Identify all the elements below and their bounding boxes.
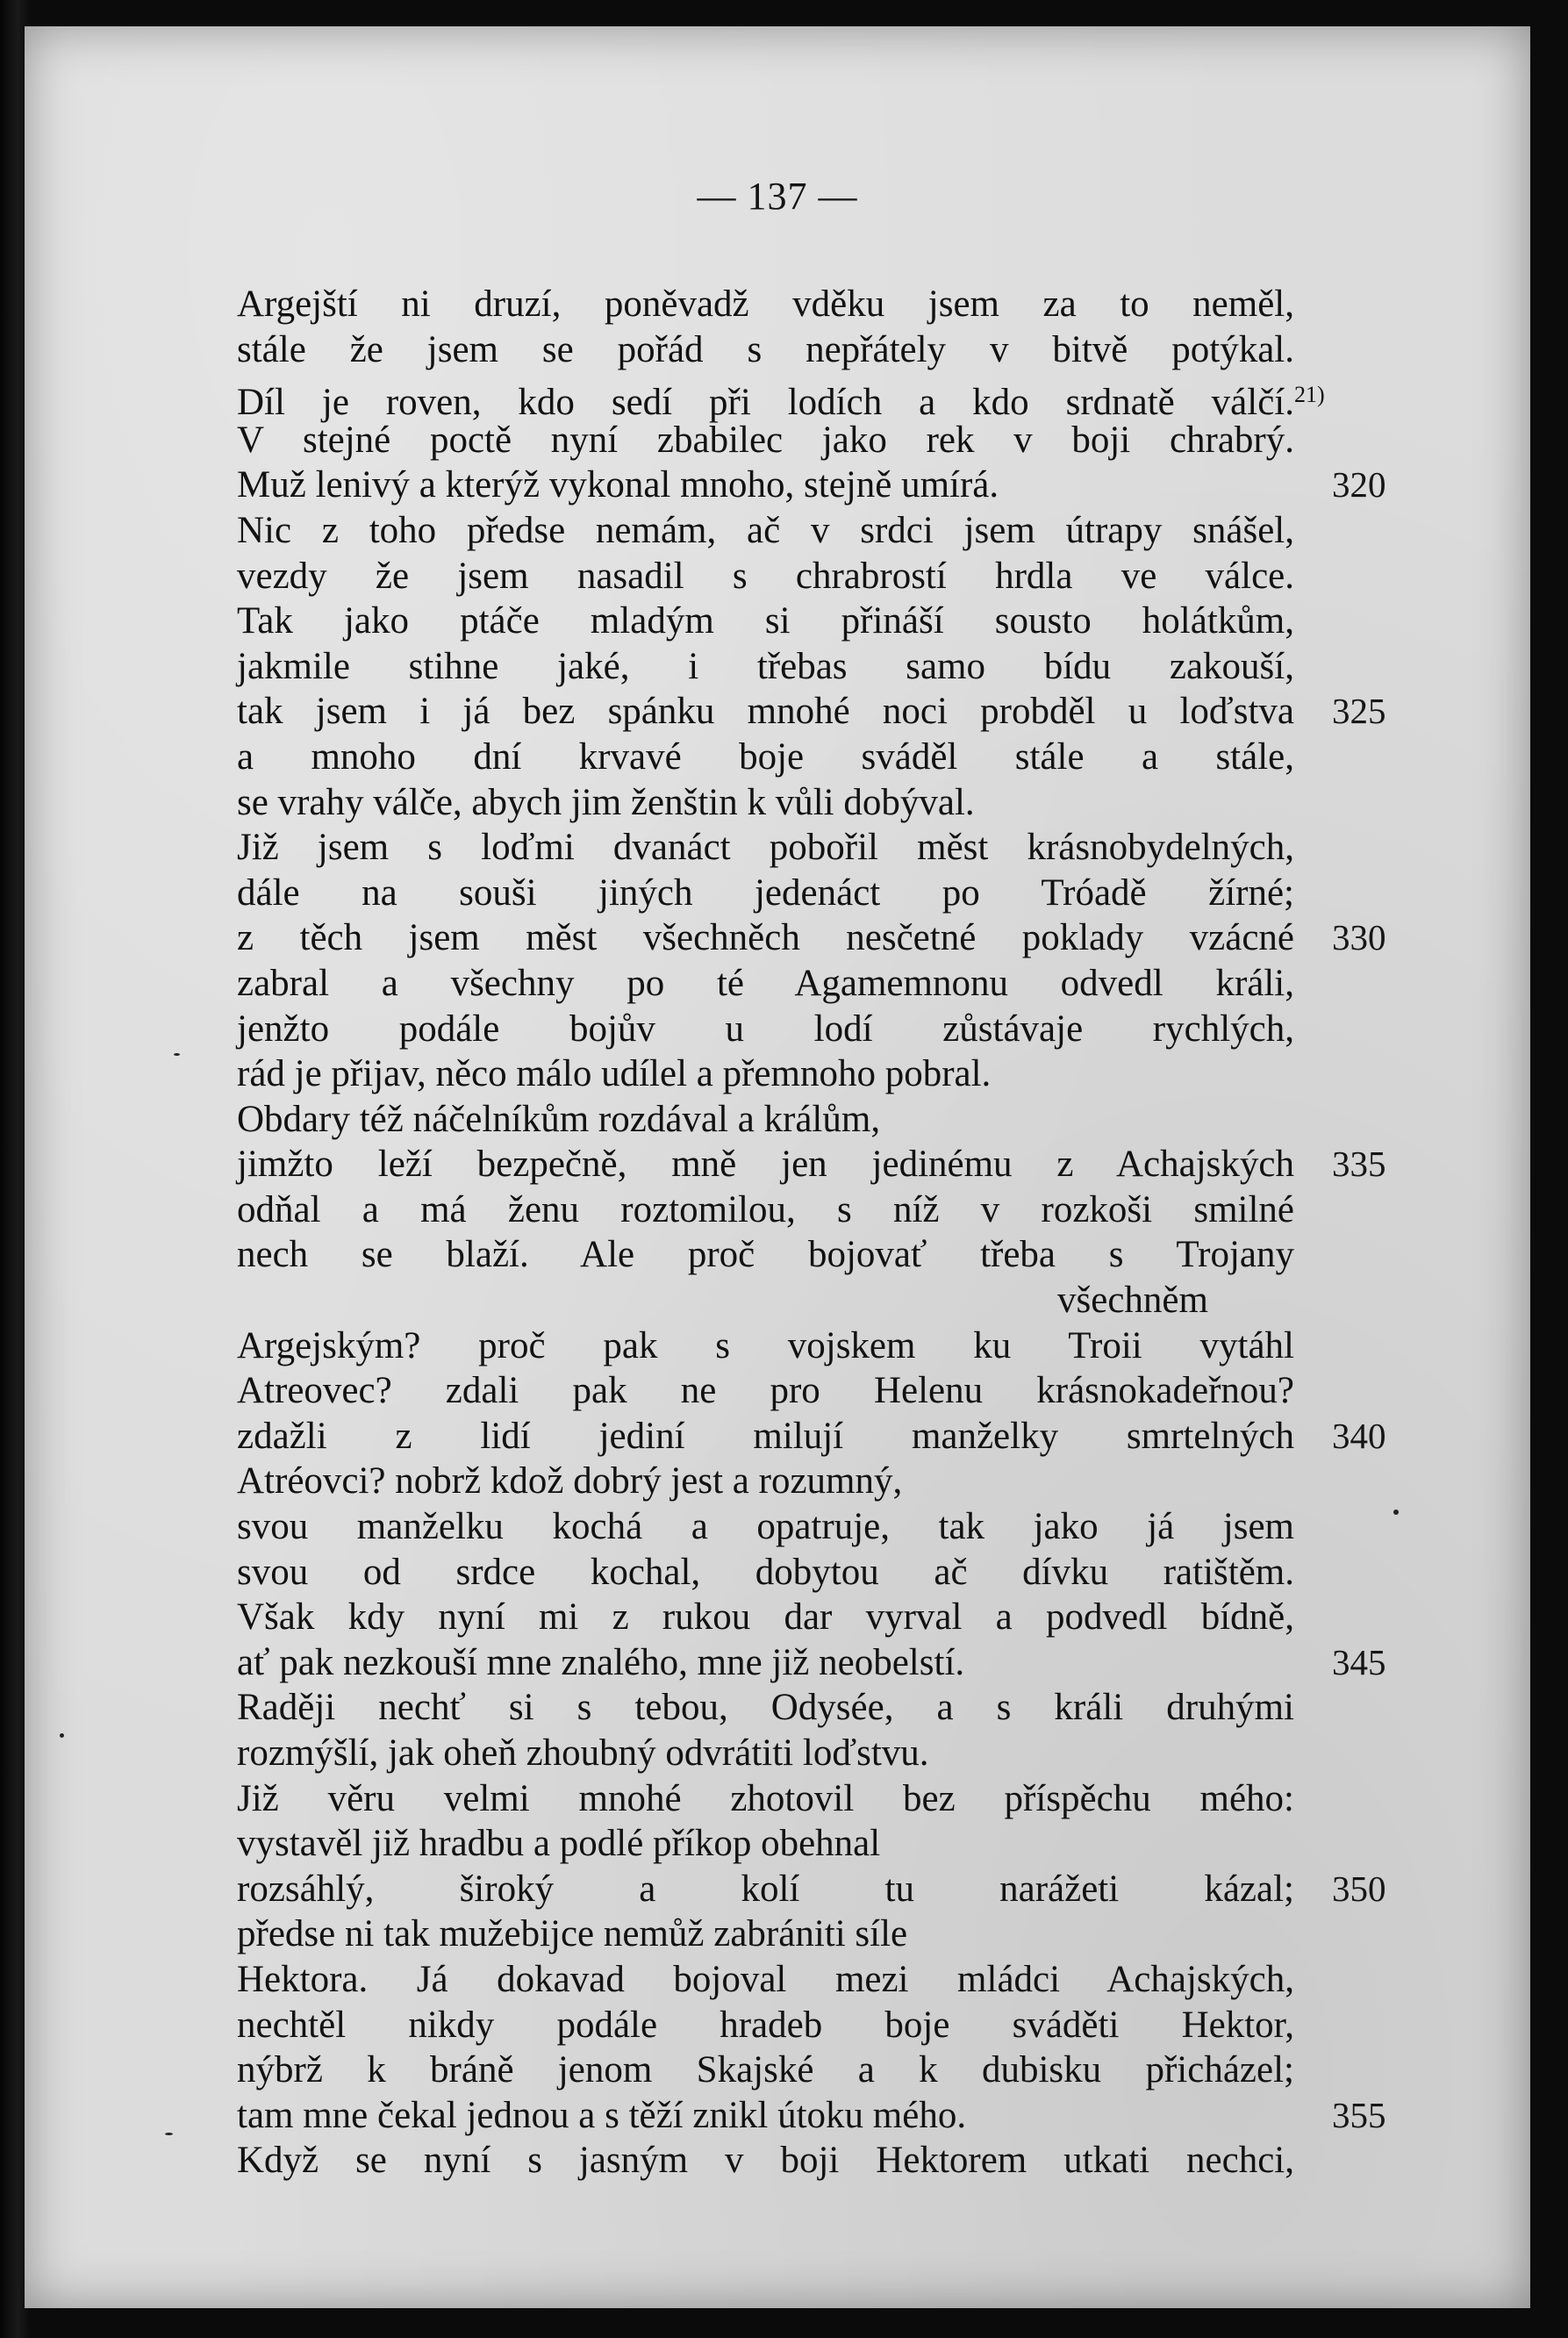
verse-line — [237, 961, 1413, 1007]
verse-line — [237, 1957, 1413, 2003]
verse-line — [237, 1368, 1413, 1414]
verse-line-text: se vrahy válče, abych jim ženštin k vůli dobýval. — [237, 781, 975, 823]
verse-text-block — [237, 282, 1413, 2184]
verse-line — [237, 463, 1413, 508]
verse-line-text: Argejským? proč pak s vojskem ku Troii vytáhl — [237, 1324, 1294, 1366]
verse-line — [237, 1504, 1413, 1550]
footnote-marker: 21) — [1294, 382, 1325, 408]
verse-line-text: ať pak nezkouší mne znalého, mne již neobelstí. — [237, 1641, 965, 1683]
verse-line-text: jakmile stihne jaké, i třebas samo bídu zakouší, — [237, 645, 1294, 687]
verse-line-text: Atréovci? nobrž kdož dobrý jest a rozumný, — [237, 1460, 903, 1502]
verse-line — [237, 554, 1413, 599]
verse-line-text: dále na souši jiných jedenáct po Tróadě žírné; — [237, 871, 1294, 914]
verse-line-number: 340 — [1332, 1415, 1386, 1456]
verse-line — [237, 2138, 1413, 2184]
verse-line — [237, 1278, 1413, 1323]
verse-line — [237, 2048, 1413, 2093]
verse-line-text: svou manželku kochá a opatruje, tak jako já jsem — [237, 1506, 1294, 1548]
verse-line — [237, 599, 1413, 644]
verse-line — [237, 508, 1413, 554]
verse-line — [237, 1142, 1413, 1187]
verse-line-text: vystavěl již hradbu a podlé příkop obehnal — [237, 1823, 881, 1865]
verse-line — [237, 1776, 1413, 1822]
verse-line — [237, 1821, 1413, 1867]
verse-line — [237, 780, 1413, 826]
verse-line — [237, 1550, 1413, 1596]
verse-line — [237, 372, 1413, 424]
verse-line-text: Argejští ni druzí, poněvadž vděku jsem za to neměl, — [237, 283, 1294, 325]
verse-line-text: Však kdy nyní mi z rukou dar vyrval a podvedl bídně, — [237, 1596, 1294, 1639]
verse-line — [237, 1911, 1413, 1957]
verse-line-text: V stejné poctě nyní zbabilec jako rek v boji chrabrý. — [237, 419, 1294, 461]
verse-line-text: Již jsem s loďmi dvanáct pobořil měst krásnobydelných, — [237, 827, 1294, 869]
verse-line-text: Již věru velmi mnohé zhotovil bez příspěchu mého: — [237, 1777, 1294, 1819]
verse-line-text: odňal a má ženu roztomilou, s níž v rozkoši smilné — [237, 1188, 1294, 1230]
verse-line-text: všechněm — [1057, 1280, 1208, 1322]
verse-line-text: předse ni tak mužebijce nemůž zabrániti síle — [237, 1913, 908, 1955]
verse-line — [237, 282, 1413, 327]
verse-line-text: jenžto podále bojův u lodí zůstávaje rychlých, — [237, 1008, 1294, 1050]
verse-line-text: stále že jsem se pořád s nepřátely v bitvě potýkal. — [237, 328, 1294, 370]
verse-line — [237, 871, 1413, 916]
verse-line-text: zdažli z lidí jediní milují manželky smrtelných — [237, 1415, 1294, 1457]
verse-line-number: 325 — [1332, 691, 1386, 732]
verse-line — [237, 327, 1413, 373]
paper-speck — [1393, 1510, 1399, 1515]
book-page — [25, 26, 1530, 2308]
verse-line-text: tam mne čekal jednou a s těží znikl útoku mého. — [237, 2094, 967, 2136]
verse-line-text: a mnoho dní krvavé boje sváděl stále a stále, — [237, 735, 1294, 778]
verse-line-text: nech se blaží. Ale proč bojovať třeba s Trojany — [237, 1234, 1294, 1276]
verse-line — [237, 1595, 1413, 1640]
verse-line — [237, 1731, 1413, 1776]
verse-line — [237, 825, 1413, 871]
verse-line-text: Díl je roven, kdo sedí při lodích a kdo srdnatě válčí. — [237, 382, 1294, 424]
verse-line-number: 330 — [1332, 917, 1386, 958]
verse-line-text: nechtěl nikdy podále hradeb boje sváděti Hektor, — [237, 2004, 1294, 2046]
verse-line-text: Raději nechť si s tebou, Odysée, a s králi druhými — [237, 1687, 1294, 1729]
verse-line-number: 345 — [1332, 1641, 1386, 1682]
verse-line — [237, 1051, 1413, 1097]
verse-line-text: jimžto leží bezpečně, mně jen jedinému z Achajských — [237, 1144, 1294, 1186]
verse-line — [237, 689, 1413, 735]
verse-line-text: Nic z toho předse nemám, ač v srdci jsem útrapy snášel, — [237, 509, 1294, 551]
verse-line — [237, 1459, 1413, 1504]
verse-line-text: Tak jako ptáče mladým si přináší sousto holátkům, — [237, 600, 1294, 642]
verse-line-text: Hektora. Já dokavad bojoval mezi mládci Achajských, — [237, 1958, 1294, 2000]
verse-line-text: rád je přijav, něco málo udílel a přemnoho pobral. — [237, 1053, 992, 1095]
verse-line — [237, 2003, 1413, 2048]
verse-line-number: 350 — [1332, 1868, 1386, 1909]
verse-line — [237, 735, 1413, 780]
verse-line-text: Muž lenivý a kterýž vykonal mnoho, stejně umírá. — [237, 464, 999, 506]
paper-speck — [60, 1733, 64, 1738]
verse-line — [237, 1232, 1413, 1278]
verse-line — [237, 644, 1413, 690]
verse-line — [237, 1097, 1413, 1143]
verse-line-text: Obdary též náčelníkům rozdával a králům, — [237, 1098, 881, 1140]
verse-line-number: 320 — [1332, 464, 1386, 506]
verse-line-number: 355 — [1332, 2094, 1386, 2135]
verse-line-text: tak jsem i já bez spánku mnohé noci probděl u loďstva — [237, 691, 1294, 733]
verse-line-text: z těch jsem měst všechněch nesčetné poklady vzácné — [237, 917, 1294, 959]
page-number-header: — 137 — — [697, 175, 858, 218]
verse-line-text: nýbrž k bráně jenom Skajské a k dubisku přicházel; — [237, 2049, 1294, 2091]
verse-line-text: rozmýšlí, jak oheň zhoubný odvrátiti loďstvu. — [237, 1732, 929, 1774]
verse-line — [237, 1007, 1413, 1052]
verse-line — [237, 1685, 1413, 1731]
verse-line — [237, 1323, 1413, 1369]
verse-line-number: 335 — [1332, 1144, 1386, 1185]
verse-line — [237, 1187, 1413, 1233]
paper-speck — [174, 1053, 180, 1056]
verse-line-text: Atreovec? zdali pak ne pro Helenu krásnokadeřnou? — [237, 1370, 1294, 1412]
verse-line — [237, 1414, 1413, 1459]
verse-line-text: zabral a všechny po té Agamemnonu odvedl králi, — [237, 962, 1294, 1004]
verse-line — [237, 1640, 1413, 1686]
verse-line — [237, 2093, 1413, 2139]
verse-line-text: vezdy že jsem nasadil s chrabrostí hrdla ve válce. — [237, 555, 1294, 597]
verse-line — [237, 915, 1413, 961]
verse-line-text: Když se nyní s jasným v boji Hektorem utkati nechci, — [237, 2140, 1294, 2182]
verse-line — [237, 418, 1413, 463]
verse-line — [237, 1867, 1413, 1912]
verse-line-text: svou od srdce kochal, dobytou ač dívku ratištěm. — [237, 1551, 1294, 1593]
paper-speck — [165, 2133, 173, 2135]
verse-line-text: rozsáhlý, široký a kolí tu narážeti kázal; — [237, 1868, 1294, 1910]
